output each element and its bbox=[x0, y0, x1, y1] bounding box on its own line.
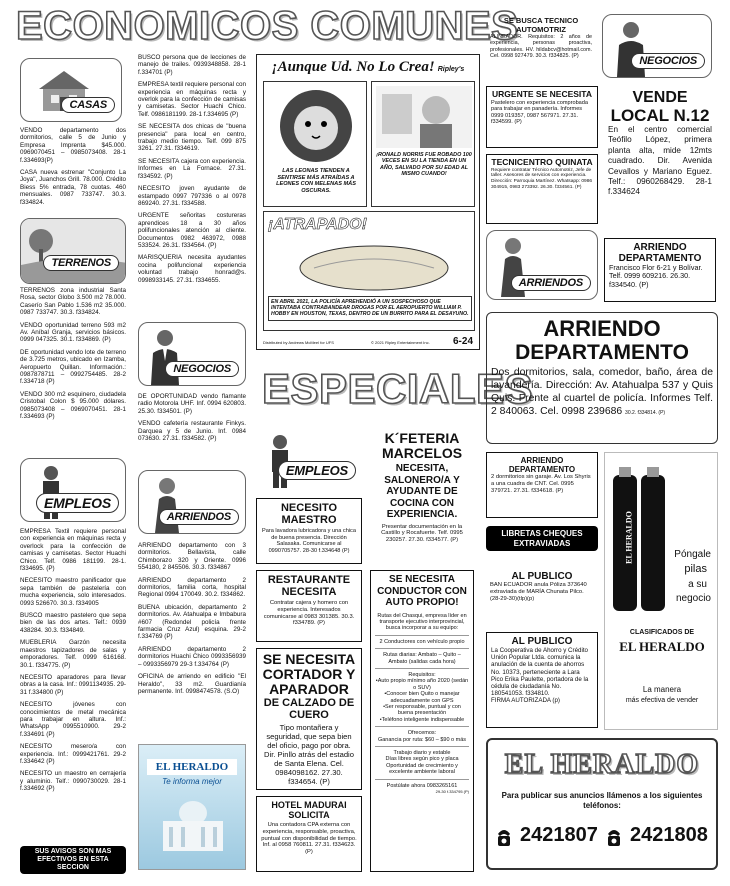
ad-head: AL PUBLICO bbox=[511, 571, 573, 582]
category-label: EMPLEOS bbox=[278, 461, 356, 480]
ad: ARRIENDO departamento 2 dormitorios, familia corta, hospital Regional 0994 170049. 30.2. f334862. bbox=[138, 576, 246, 599]
ad-line: •Teléfono inteligente indispensable bbox=[379, 716, 465, 723]
ad-body: Dos dormitorios, sala, comedor, baño, área de lavandería. Dirección: Av. Atahualpa 537 y Quis Quis. Frente al cuartel de policía. Informes Telf. 2 840063. Cel. 0998 239686 bbox=[491, 367, 713, 417]
phone-number: 2421807 bbox=[520, 824, 598, 846]
ad: VENDO 300 m2 esquinero, ciudadela Cristobal Colon $ 95.000 dólares. 0985073408 – 0969070451. 28-1 f.334693 (P) bbox=[20, 390, 126, 421]
ad-line: •Ser responsable, puntual y con buena presentación bbox=[383, 703, 461, 717]
ad-head: ARRIENDO DEPARTAMENTO bbox=[618, 242, 702, 264]
ad-head: HOTEL MADURAI SOLICITA bbox=[271, 800, 347, 820]
category-label: CASAS bbox=[61, 97, 115, 113]
ad-arriendo-shyris bbox=[486, 452, 598, 518]
comic-panel-burrito bbox=[263, 211, 475, 331]
ad-head: SE BUSCA TECNICO AUTOMOTRIZ bbox=[503, 16, 579, 34]
ad: CASA nueva estrenar "Conjunto La Joya", Juanchos Grill. 78.000. Crédito Biess 5% entrada, 78 cuotas. 460 mensuales. 0987 733747. 30.3. f334824. bbox=[20, 169, 126, 206]
lion-icon bbox=[272, 86, 360, 166]
ad-subhead: LOCAL N.12 bbox=[610, 106, 710, 125]
ad: DE OPORTUNIDAD vendo flamante radio Motorola UHF. Inf. 0994 620803. 25.30. f334501. (P) bbox=[138, 393, 246, 415]
ad: VENDO oportunidad terreno 593 m2 Av. Aníbal Granja, servicios básicos. 0999 047325. 30.1. f334869. (P) bbox=[20, 321, 126, 344]
category-casas bbox=[20, 58, 122, 122]
ad-line: Ganancia por ruta: $60 – $90 o más bbox=[377, 736, 467, 743]
ad: ARRIENDO departamento con 3 dormitorios. Bellavista, calle Chimborazo 320 y Oriente. 0996 554180, 2 845506. 30.3. f334867 bbox=[138, 542, 246, 572]
category-negocios-right bbox=[602, 14, 712, 78]
ad-head: K´FETERIA MARCELOS bbox=[381, 430, 463, 461]
ad: VENDO departamento dos dormitorios, calle 5 de Junio y Empresa Imprenta $45.000. 0969070451 – 0985073408. 28-1 f.334693(P) bbox=[20, 127, 126, 164]
comic-credit: Distributed by Andrews McMeel for UFS bbox=[263, 340, 334, 345]
ad-subhead: DEPARTAMENTO bbox=[515, 341, 689, 364]
ad-head: URGENTE SE NECESITA bbox=[492, 89, 592, 99]
phone-number: 2421808 bbox=[630, 824, 708, 846]
ad-head: AL PUBLICO bbox=[511, 636, 573, 647]
category-empleos-esp bbox=[256, 428, 362, 490]
page-title: ECONOMICOS COMUNES bbox=[16, 4, 519, 48]
ad-line: Oportunidad de crecimiento y excelente ambiente laboral bbox=[386, 762, 458, 776]
comic-date: 6-24 bbox=[452, 336, 473, 347]
ad: EMPRESA Textil requiere personal con experiencia en máquinas recta y overlock para la confección de camisas y camisetas. Sector Huachi Chico. Telf. 0986 181199. 28-1. f334695. (P) bbox=[20, 528, 126, 573]
negocios-ads bbox=[138, 393, 246, 447]
category-label: NEGOCIOS bbox=[165, 361, 239, 377]
ad: NECESITO maestro panificador que sepa también de pastelería con mucha experiencia, solo interesados. 0993 526670. 30.3. f334905 bbox=[20, 577, 126, 607]
footer-brand: EL HERALDO bbox=[504, 749, 700, 780]
ad-publico-ban bbox=[486, 568, 598, 626]
ad-line: •Conocer bien Quito o manejar adecuadamente con GPS bbox=[384, 691, 460, 704]
section-footer-badge: SUS AVISOS SON MAS EFECTIVOS EN ESTA SECCION bbox=[20, 846, 126, 874]
ad-line: Ofrecemos: bbox=[407, 730, 437, 737]
category-label: TERRENOS bbox=[43, 255, 119, 271]
ad-body: Contratar cajera y homero con experiencia. Interesados comunicarse al 0983 301385. 30.3. f334789. (P) bbox=[263, 600, 355, 627]
ad-body: 2 dormitorios sin garaje. Av. Los Shyris a una cuadra de CNT. Cel. 0995 379721. 27.31. f334618. (P) bbox=[491, 474, 591, 494]
col2-top-ads bbox=[138, 54, 246, 289]
especiales-title: ESPECIALES bbox=[262, 365, 534, 412]
ad-line: Rutas diarias: Ambato – Quito – Ambato (salidas cada hora) bbox=[383, 652, 461, 665]
promo-line: pilas bbox=[684, 563, 707, 575]
ad-head: VENDE bbox=[632, 89, 688, 106]
ad-arriendo-flor bbox=[604, 238, 716, 302]
phone-icon bbox=[604, 826, 624, 848]
category-empleos bbox=[20, 458, 126, 522]
ad: NECESITO joven ayudante de estampado 0997 797336 o al 0978 869240. 27.31. f334588. bbox=[138, 185, 246, 207]
ad-conductor bbox=[370, 570, 474, 872]
ad: BUENA ubicación, departamento 2 dormitorios. Av. Atahualpa e Imbabura #607 (Redondel policía frente farmacia Cruz Azul) esquina. 29-2 f.334769 (P) bbox=[138, 603, 246, 641]
ad: SE NECESITA cajera con experiencia. Informes en La Fornace. 27.31. f334592. (P) bbox=[138, 157, 246, 180]
ad-ref: 30.2. f334814. (P) bbox=[625, 410, 666, 416]
ad-line: Días libres según pico y placa bbox=[385, 756, 459, 763]
category-arriendos-right bbox=[486, 230, 598, 300]
ad-urgente-pastelero bbox=[486, 86, 598, 148]
ad: DE oportunidad vendo lote de terreno de 3.725 metros, ubicado en Izamba, Aeropuerto Quillan. Información.: 0987878711 – 0992754485. 28-2 f.334718 (P) bbox=[20, 348, 126, 386]
ad: URGENTE señoritas costureras aprendices 18 a 30 años polifuncionales atención al cliente. Documentos 0982 463972, 0988 533524. 26.31. f334564. (P) bbox=[138, 212, 246, 249]
ad: BUSCO maestro pastelero que sepa bien de las dos artes. Telf.: 0939 438284. 30.3. f334849. bbox=[20, 612, 126, 634]
ad-cortador bbox=[256, 648, 362, 790]
ad: TERRENOS zona industrial Santa Rosa, sector Globo 3.500 m2 78.000. Caserío San Pablo 1.536 m2 35.000. 0987 733747. 30.3. f334824. bbox=[20, 287, 126, 317]
phone-icon bbox=[494, 826, 514, 848]
ad-body: La Cooperativa de Ahorro y Crédito Unión Popular Ltda. comunica la anulación de la cuenta de ahorros No. 10373, perteneciente a Lara Pico Erika Paulette, portadora de la cédula de ciudadanía No. 180541053. f334810. bbox=[491, 647, 589, 698]
category-negocios bbox=[138, 322, 246, 386]
promo-line: La manera bbox=[642, 685, 682, 694]
ad-head: RESTAURANTE NECESITA bbox=[267, 574, 351, 598]
ad-quinata bbox=[486, 154, 598, 224]
promo-line: EL HERALDO bbox=[619, 639, 705, 654]
ad: EMPRESA textil requiere personal con experiencia en máquinas recta y overlok para la confección de camisas y camisetas. Sector Huachi Chico. Telf. 0986181199. 28-1 f.334695 (P) bbox=[138, 81, 246, 118]
paper-masthead: EL HERALDO bbox=[147, 759, 237, 775]
ad: NECESITO mesero/a con experiencia. Inf.: 0999421761. 29-2 f.334642 (P) bbox=[20, 743, 126, 765]
ad-line: 2 Conductores con vehículo propio bbox=[379, 638, 465, 645]
footer-text: Para publicar sus anuncios llámenos a los siguientes teléfonos: bbox=[501, 790, 703, 810]
promo-line: CLASIFICADOS DE bbox=[629, 629, 695, 636]
ad-body: ALINEADOR. Requisitos: 2 años de experiencia, personas proactiva, profesionales. HV. hildabcv@hotmail.com. Cel. 0998 927479. 30.3. f334825. (P) bbox=[490, 34, 592, 60]
comic-panel-lion bbox=[263, 81, 367, 207]
category-terrenos bbox=[20, 218, 126, 284]
comic-strip bbox=[256, 54, 480, 350]
ad-head: SE NECESITA CONDUCTOR CON AUTO PROPIO! bbox=[377, 574, 467, 608]
ad: BUSCO persona que de lecciones de manejo de trailes. 0939348858. 28-1 f.334701 (P) bbox=[138, 54, 246, 76]
ad-body: Una contadora CPA externa con experiencia, responsable, proactiva, puntual con disponibilidad de tiempo. Inf. al 0958 760811. 27.31. f334623. (P) bbox=[261, 822, 357, 856]
comic-copyright: © 2021 Ripley Entertainment Inc. bbox=[371, 340, 430, 345]
ad-body: Presentar documentación en la Castillo y Rocafuerte. Telf. 0995 230257. 27.30. f334577. (P) bbox=[381, 523, 463, 544]
ad-restaurante bbox=[256, 570, 362, 642]
ad-line: 29-30 f.334795 (P) bbox=[435, 789, 469, 795]
comic-brand: Ripley's bbox=[437, 66, 465, 73]
battery-icon bbox=[611, 465, 667, 615]
ad: ARRIENDO departamento 2 dormitorios Huachi Chico 0993356939 – 0993356979 29-3 f.334764 (P) bbox=[138, 645, 246, 668]
ad-line: •Auto propio mínimo año 2020 (sedán o SUV) bbox=[375, 678, 469, 691]
heraldo-promo-image bbox=[138, 744, 246, 870]
ad-body: BAN ECUADOR anula Póliza 373640 extraviada de MARÍA Chunata Pilco. (28-29-30)(tlp)(p) bbox=[490, 582, 587, 602]
ad-vende-local bbox=[604, 86, 716, 234]
ad-head: SE NECESITA CORTADOR Y APARADOR bbox=[262, 651, 356, 697]
promo-line: a su bbox=[688, 579, 707, 590]
ad-body: Tipo montañera y seguridad, que sepa bien del oficio, pago por obra. Dir. Pinllo atrás del estadio de Santa Elena. Cel. 0984098162. 27.30. f334654. (P) bbox=[264, 723, 354, 786]
ad-head: TECNICENTRO QUINATA bbox=[491, 157, 593, 167]
ad-head: NECESITO MAESTRO bbox=[280, 502, 338, 526]
category-arriendos bbox=[138, 470, 246, 534]
ad-line: Requisitos: bbox=[408, 671, 436, 678]
ad: NECESITO jóvenes con conocimientos de metal mecánica para trabajar en altura. Inf.: WhatsApp 0995510900. 29-2 f.334691 (P) bbox=[20, 701, 126, 738]
ad-arriendo-departamento-big bbox=[486, 312, 718, 444]
ad-line: Rutas del Chasqui, empresa líder en transporte ejecutivo interprovincial, busca incorporar a su equipo: bbox=[377, 612, 467, 632]
ad: MUEBLERIA Garzón necesita maestros tapizadores de salas y emporadores. Telf. 0999 616168. 30.1. f334775. (P) bbox=[20, 639, 126, 669]
ad-body: Para lavadora lubricadora y una chica de buena presencia. Dirección Salasaka. Comunicarse al 0990705757. 28-30 f.334648 (P) bbox=[262, 528, 356, 554]
promo-line: negocio bbox=[675, 593, 711, 604]
old-man-icon bbox=[376, 86, 472, 148]
ad: NECESITO un maestro en cerrajería y aluminio. Telf.: 0990730029. 28-1 f.334692 (P) bbox=[20, 770, 126, 793]
battery-brand: EL HERALDO bbox=[624, 511, 634, 564]
paper-slogan: Te informa mejor bbox=[162, 777, 222, 786]
category-label: ARRIENDOS bbox=[159, 509, 239, 525]
ad-body: Requiere contratar Técnico Automotriz, Jefe de taller. Asesores de servicios con experiencia. Dirección: Parroquia Martínez. Whatsapp: 0986 304915, 0983 273392. 26.30. f334561. (P) bbox=[491, 167, 593, 190]
panel-title: ¡ATRAPADO! bbox=[268, 216, 367, 233]
ad-publico-cooperativa bbox=[486, 632, 598, 728]
ad: VENDO cafetería restaurante Finkys. Darquea y 5 de Junio. Inf. 0984 073630. 27.31. f334582. (P) bbox=[138, 420, 246, 443]
building-icon bbox=[153, 795, 233, 855]
promo-line: más efectiva de vender bbox=[625, 697, 699, 704]
ad-body: En el centro comercial Teófilo López, primera planta alta, mide 12mts cuadrado. Dir. Avenida Cevallos y Mariano Eguez. Telf.: 0960268429. 28-1 f.334624 bbox=[608, 125, 712, 197]
panel-text: EN ABRIL 2021, LA POLICÍA APREHENDIÓ A UN SOSPECHOSO QUE INTENTABA CONTRABANDEAR DROGAS POR EL AEROPUERTO WILLIAM P. HOBBY EN HOUSTON, TEXAS, DENTRO DE UN BURRITO PARA EL DESAYUNO. bbox=[268, 296, 472, 321]
arriendos-ads bbox=[138, 542, 246, 700]
ad-kfeteria bbox=[370, 428, 474, 558]
heraldo-battery-promo bbox=[604, 452, 718, 730]
ad-line: Trabajo diario y estable bbox=[393, 750, 451, 756]
ad: MARISQUERIA necesita ayudantes cocina polifuncional experiencia voluntad trabajo honrad@s. 0998933145. 27.31. f334655. bbox=[138, 254, 246, 284]
terrain-icon bbox=[21, 219, 126, 283]
ad-subhead: DE CALZADO DE CUERO bbox=[263, 697, 355, 721]
ad-hotel bbox=[256, 796, 362, 872]
ad-line: Postúlate ahora 0983265161 bbox=[386, 782, 458, 789]
terrenos-ads bbox=[20, 287, 126, 426]
panel-text: ¡RONALD NORRIS FUE ROBADO 100 VECES EN SU LA TIENDA EN UN AÑO, SALVADO POR SU EDAD AL MISMO CUANDO! bbox=[376, 152, 472, 178]
ad-head: ARRIENDO DEPARTAMENTO bbox=[508, 456, 576, 474]
ad-necesito-maestro bbox=[256, 498, 362, 564]
promo-line: Póngale bbox=[674, 549, 711, 560]
ad-body: Pastelero con experiencia comprobada para trabajar en panadería. Informes 0999 019357, 0987 567971. 27.31. f334599. (P) bbox=[491, 99, 589, 126]
libretas-badge: LIBRETAS CHEQUES EXTRAVIADAS bbox=[486, 526, 598, 551]
casas-ads bbox=[20, 127, 126, 211]
comic-title: ¡Aunque Ud. No Lo Crea! bbox=[271, 59, 435, 75]
category-label: NEGOCIOS bbox=[631, 53, 705, 69]
panel-text: LAS LEONAS TIENDEN A SENTIRSE MÁS ATRAÍDAS A LEONES CON MELENAS MÁS OSCURAS. bbox=[276, 168, 356, 194]
comic-panel-norris bbox=[371, 81, 475, 207]
ad-subhead: NECESITA, SALONERO/A Y AYUDANTE DE COCINA CON EXPERIENCIA. bbox=[384, 463, 460, 520]
ad-tecnico bbox=[486, 14, 596, 78]
category-label: ARRIENDOS bbox=[511, 275, 591, 291]
category-label: EMPLEOS bbox=[36, 493, 119, 513]
heraldo-phone-ad bbox=[486, 738, 718, 870]
empleos-ads bbox=[20, 528, 126, 798]
ad-firm: FIRMA AUTORIZADA (p) bbox=[491, 697, 560, 705]
burrito-icon bbox=[294, 240, 454, 294]
ad-head: ARRIENDO bbox=[543, 316, 661, 341]
ad: SE NECESITA dos chicas de "buena presencia" para local en centro, trabajo medio tiempo. Telf. 099 875 3261. 27.31. f334619. bbox=[138, 123, 246, 153]
ad: OFICINA de arriendo en edificio "El Heraldo", 33 m2. Guardianía permanente. Inf. 0998474578. (S.O) bbox=[138, 673, 246, 695]
ad: NECESITO aparadores para llevar obras a la casa. Inf.: 0991134935. 29-31 f.334800 (P) bbox=[20, 673, 126, 696]
ad-body: Francisco Flor 6-21 y Bolívar. Telf. 0999 609216. 26.30. f334540. (P) bbox=[609, 263, 703, 289]
